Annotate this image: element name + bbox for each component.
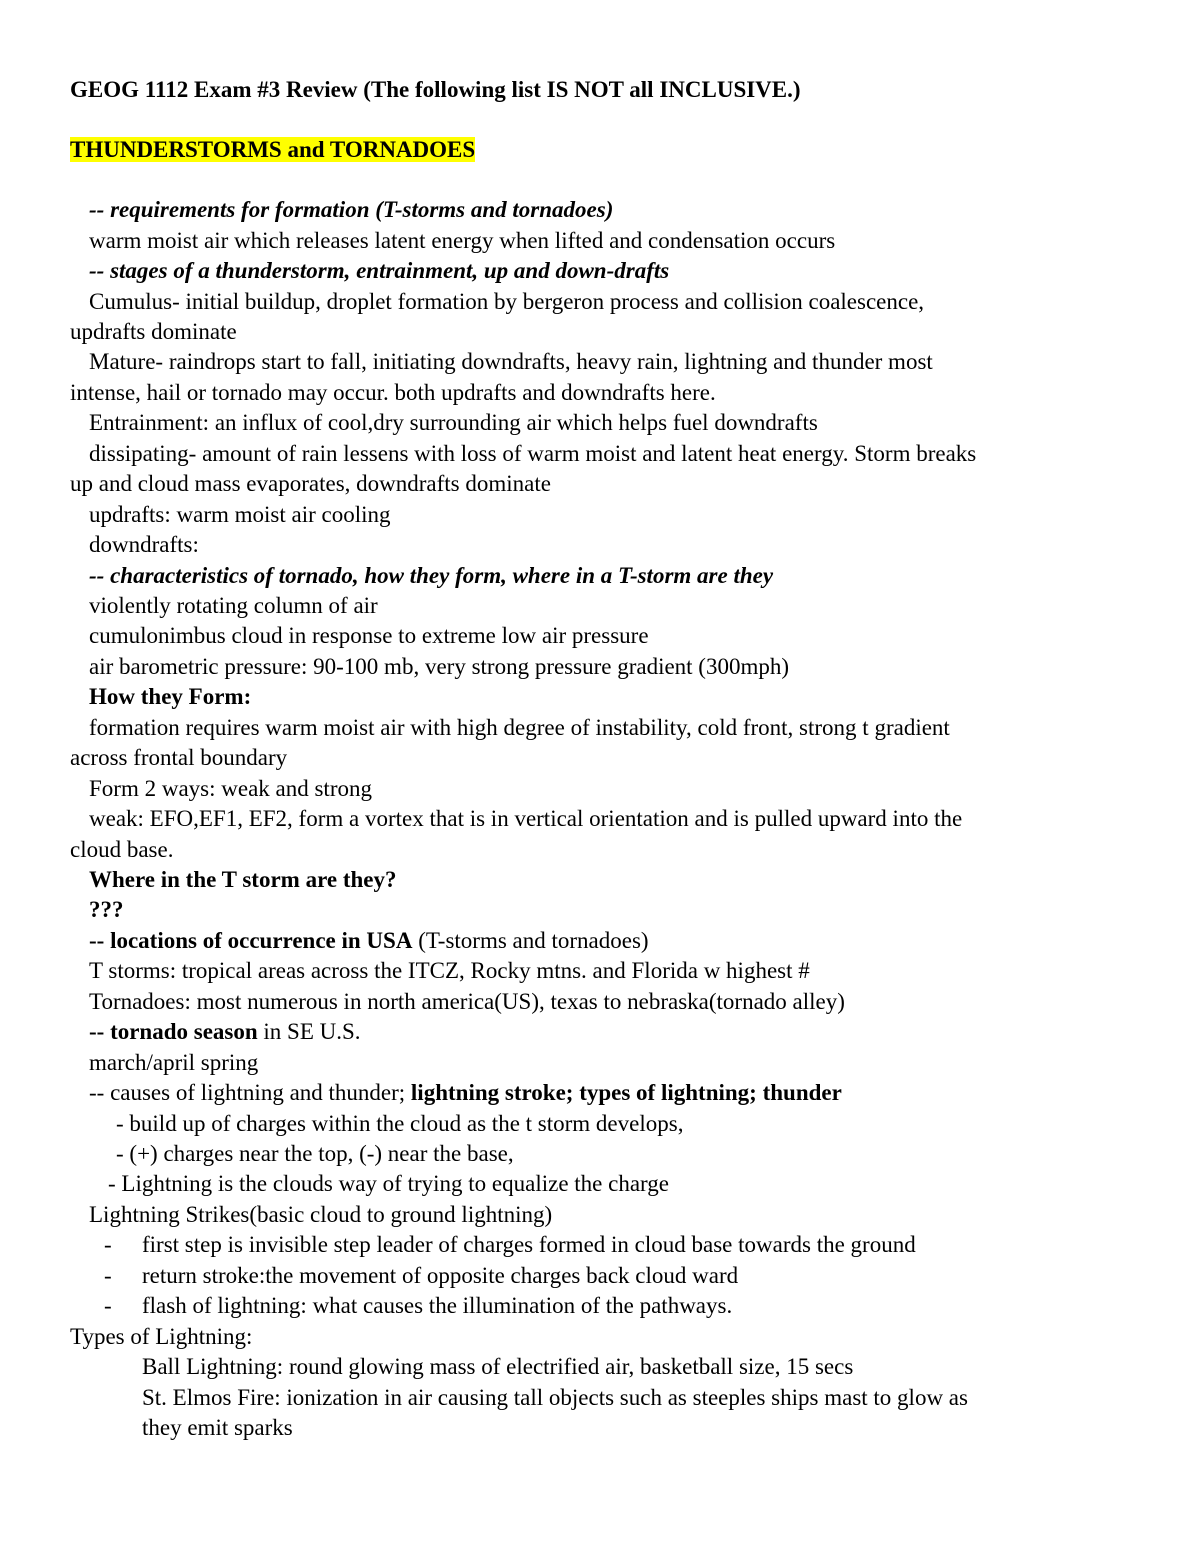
formation-text: formation requires warm moist air with high degree of instability, cold front, strong t gradient — [89, 715, 950, 740]
stages-heading: -- stages of a thunderstorm, entrainment, up and down-drafts — [89, 258, 670, 283]
entrainment-text: Entrainment: an influx of cool,dry surrounding air which helps fuel downdrafts — [89, 410, 818, 435]
bullet-dash: - — [104, 1293, 112, 1318]
downdrafts-text: downdrafts: — [89, 532, 199, 557]
requirements-text: warm moist air which releases latent energy when lifted and condensation occurs — [89, 228, 836, 253]
where-heading: Where in the T storm are they? — [89, 867, 397, 892]
types-heading: Types of Lightning: — [70, 1324, 253, 1349]
march-text: march/april spring — [89, 1050, 259, 1075]
step-leader-text: first step is invisible step leader of charges formed in cloud base towards the ground — [142, 1232, 916, 1257]
locations-note: (T-storms and tornadoes) — [412, 928, 649, 953]
season-line — [89, 1018, 361, 1046]
barometric-text: air barometric pressure: 90-100 mb, very strong pressure gradient (300mph) — [89, 654, 790, 679]
locations-line — [89, 927, 649, 955]
dissipating-text-cont: up and cloud mass evaporates, downdrafts dominate — [70, 471, 551, 496]
causes-heading: -- causes of lightning and thunder; — [89, 1080, 411, 1105]
strikes-text: Lightning Strikes(basic cloud to ground lightning) — [89, 1202, 553, 1227]
return-stroke-text: return stroke:the movement of opposite charges back cloud ward — [142, 1263, 739, 1288]
how-form-heading: How they Form: — [89, 684, 252, 709]
page-title: GEOG 1112 Exam #3 Review (The following list IS NOT all INCLUSIVE.) — [70, 77, 801, 102]
tornadoes-text: Tornadoes: most numerous in north america(US), texas to nebraska(tornado alley) — [89, 989, 845, 1014]
section-heading-text: THUNDERSTORMS and TORNADOES — [70, 137, 476, 162]
question-marks: ??? — [89, 897, 124, 922]
cumulonimbus-text: cumulonimbus cloud in response to extreme low air pressure — [89, 623, 649, 648]
elmos-fire-text: St. Elmos Fire: ionization in air causing tall objects such as steeples ships mast to glow as — [142, 1385, 968, 1410]
elmos-fire-text-cont: they emit sparks — [142, 1415, 293, 1440]
tornado-heading: -- characteristics of tornado, how they form, where in a T-storm are they — [89, 563, 774, 588]
bullet-dash: - — [104, 1232, 112, 1257]
charges-text: - (+) charges near the top, (-) near the base, — [116, 1141, 514, 1166]
flash-text: flash of lightning: what causes the illumination of the pathways. — [142, 1293, 733, 1318]
cumulus-text: Cumulus- initial buildup, droplet formation by bergeron process and collision coalescence, — [89, 289, 925, 314]
cumulus-text-cont: updrafts dominate — [70, 319, 237, 344]
equalize-text: - Lightning is the clouds way of trying to equalize the charge — [108, 1171, 670, 1196]
section-heading — [70, 136, 475, 164]
ball-lightning-text: Ball Lightning: round glowing mass of electrified air, basketball size, 15 secs — [142, 1354, 854, 1379]
tstorms-text: T storms: tropical areas across the ITCZ, Rocky mtns. and Florida w highest # — [89, 958, 810, 983]
requirements-heading: -- requirements for formation (T-storms and tornadoes) — [89, 197, 614, 222]
mature-text: Mature- raindrops start to fall, initiating downdrafts, heavy rain, lightning and thunder most — [89, 349, 933, 374]
formation-text-cont: across frontal boundary — [70, 745, 288, 770]
bullet-dash: - — [104, 1263, 112, 1288]
causes-bold-topics: lightning stroke; types of lightning; thunder — [410, 1080, 842, 1105]
season-note: in SE U.S. — [257, 1019, 361, 1044]
weak-text-cont: cloud base. — [70, 837, 174, 862]
dissipating-text: dissipating- amount of rain lessens with loss of warm moist and latent heat energy. Storm breaks — [89, 441, 977, 466]
updrafts-text: updrafts: warm moist air cooling — [89, 502, 391, 527]
mature-text-cont: intense, hail or tornado may occur. both updrafts and downdrafts here. — [70, 380, 716, 405]
weak-text: weak: EFO,EF1, EF2, form a vortex that is in vertical orientation and is pulled upward into the — [89, 806, 963, 831]
season-heading: -- tornado season — [89, 1019, 258, 1044]
form-ways-text: Form 2 ways: weak and strong — [89, 776, 372, 801]
violently-text: violently rotating column of air — [89, 593, 378, 618]
locations-heading: -- locations of occurrence in USA — [89, 928, 413, 953]
causes-line — [89, 1079, 842, 1107]
buildup-text: - build up of charges within the cloud as the t storm develops, — [116, 1111, 684, 1136]
